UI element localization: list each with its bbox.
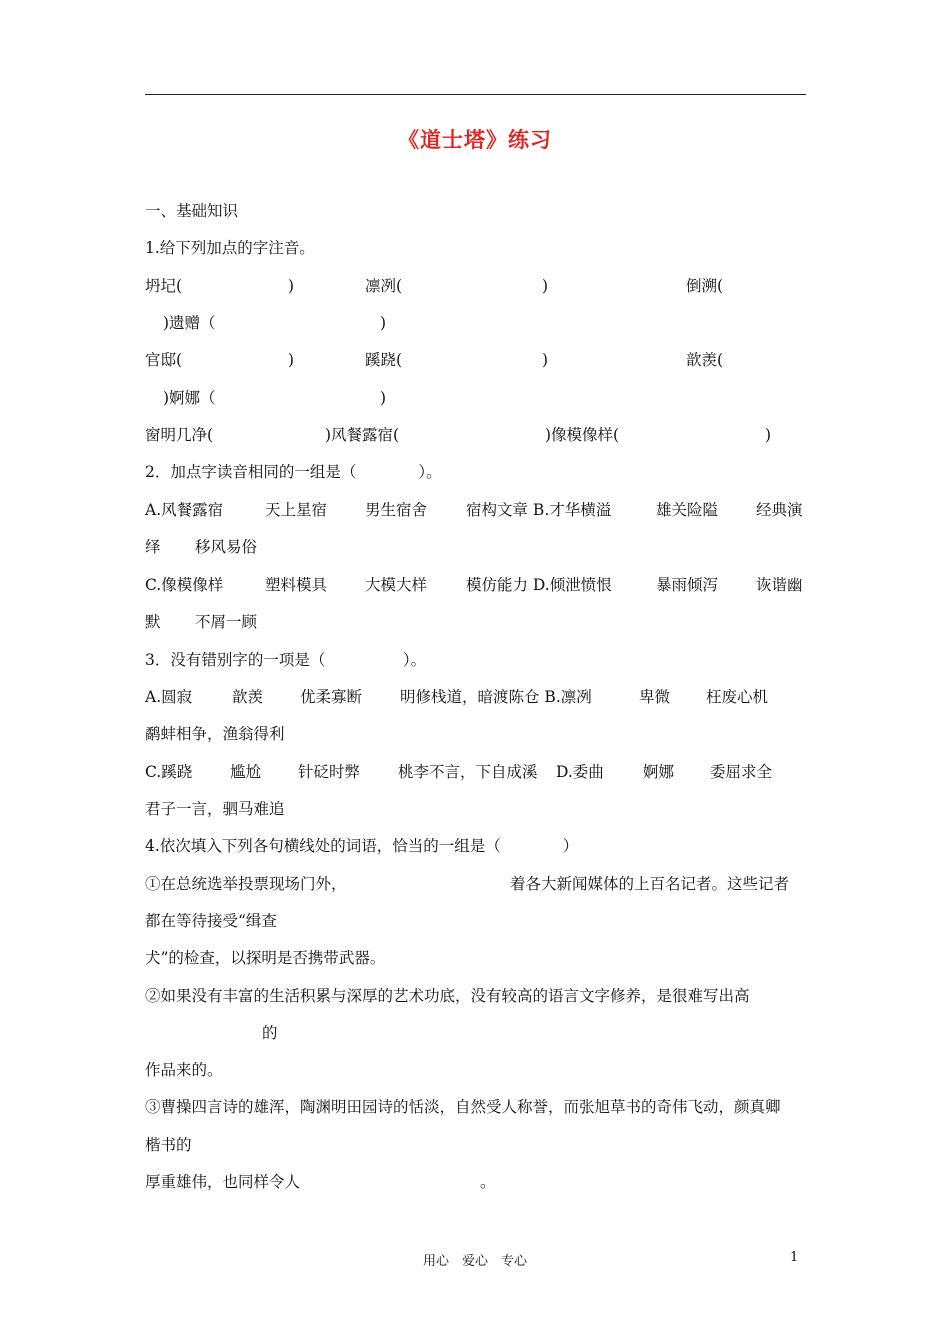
q2-option: 不屑一顾: [195, 613, 258, 631]
q4-sentence: 楷书的: [145, 1136, 192, 1154]
q4-sentence: 犬”的检查，以探明是否携带武器。: [145, 949, 386, 967]
q2-option: 默: [145, 613, 161, 631]
q1-item: ): [542, 351, 549, 369]
q2-stem: 2．加点字读音相同的一组是（ ）。: [145, 463, 442, 481]
q4-sentence: 都在等待接受“缉查: [145, 912, 277, 930]
q2-option: 模仿能力 D.倾泄愤恨: [466, 576, 612, 594]
header-rule: [145, 94, 806, 95]
q2-option: A.风餐露宿: [145, 501, 224, 519]
q4-stem: 4.依次填入下列各句横线处的词语，恰当的一组是（ ）: [145, 837, 579, 855]
q3-option: 鹬蚌相争，渔翁得利: [145, 725, 285, 743]
q3-option: 针砭时弊: [298, 763, 361, 781]
page-number: 1: [790, 1250, 799, 1265]
q2-option: 移风易俗: [195, 538, 258, 556]
q1-item: 坍圮(: [145, 277, 183, 295]
section-heading: 一、基础知识: [145, 202, 239, 220]
q2-option: 男生宿舍: [365, 501, 428, 519]
q1-item: 窗明几净(: [145, 426, 214, 444]
q4-sentence: 着各大新闻媒体的上百名记者。这些记者: [510, 875, 790, 893]
q3-option: 明修栈道，暗渡陈仓 B.凛冽: [400, 688, 592, 706]
q2-option: 绎: [145, 538, 161, 556]
q1-item: )像模像样(: [545, 426, 620, 444]
q2-option: 经典演: [756, 501, 803, 519]
q1-item: ): [288, 351, 295, 369]
q1-item: )遗赠（: [163, 314, 216, 332]
q1-item: 倒溯(: [686, 277, 724, 295]
q3-option: D.委曲: [556, 763, 604, 781]
q3-option: 优柔寡断: [300, 688, 363, 706]
q4-sentence: 作品来的。: [145, 1061, 223, 1079]
q4-sentence: 。: [480, 1173, 496, 1191]
q2-option: 天上星宿: [265, 501, 328, 519]
q1-item: 凛冽(: [365, 277, 403, 295]
q3-option: 桃李不言，下自成溪: [398, 763, 538, 781]
q3-option: 卑微: [639, 688, 671, 706]
q2-option: 雄关险隘: [656, 501, 719, 519]
q3-option: C.蹊跷: [145, 763, 193, 781]
q4-sentence: ②如果没有丰富的生活积累与深厚的艺术功底，没有较高的语言文字修养，是很难写出高: [145, 987, 750, 1005]
q1-item: 官邸(: [145, 351, 183, 369]
q2-option: 大模大样: [365, 576, 428, 594]
q1-item: )婀娜（: [163, 389, 216, 407]
q3-option: 枉废心机: [706, 688, 769, 706]
q3-option: 尴尬: [230, 763, 262, 781]
q3-option: 君子一言，驷马难追: [145, 800, 285, 818]
q4-sentence: ①在总统选举投票现场门外，: [145, 875, 347, 893]
q3-option: A.圆寂: [145, 688, 193, 706]
q1-item: )风餐露宿(: [325, 426, 400, 444]
q2-option: 诙谐幽: [756, 576, 803, 594]
q4-sentence: ③曹操四言诗的雄浑，陶渊明田园诗的恬淡，自然受人称誉，而张旭草书的奇伟飞动，颜真卿: [145, 1098, 781, 1116]
page-title: 《道士塔》练习: [398, 128, 552, 152]
q2-option: 暴雨倾泻: [656, 576, 719, 594]
q4-sentence: 厚重雄伟，也同样令人: [145, 1173, 301, 1191]
q1-item: ): [380, 314, 387, 332]
q1-item: 蹊跷(: [365, 351, 403, 369]
q1-item: ): [765, 426, 772, 444]
q1-item: ): [380, 389, 387, 407]
q4-sentence: 的: [262, 1024, 278, 1042]
q3-stem: 3．没有错别字的一项是（ ）。: [145, 651, 427, 669]
q3-option: 委屈求全: [710, 763, 773, 781]
q1-item: ): [542, 277, 549, 295]
q1-item: 歆羡(: [686, 351, 724, 369]
q2-option: C.像模像样: [145, 576, 224, 594]
footer-motto: 用心 爱心 专心: [422, 1254, 527, 1269]
q2-option: 宿构文章 B.才华横溢: [466, 501, 612, 519]
q3-option: 婀娜: [643, 763, 675, 781]
q1-stem: 1.给下列加点的字注音。: [145, 239, 315, 257]
q3-option: 歆羡: [232, 688, 264, 706]
q1-item: ): [288, 277, 295, 295]
q2-option: 塑料模具: [265, 576, 328, 594]
